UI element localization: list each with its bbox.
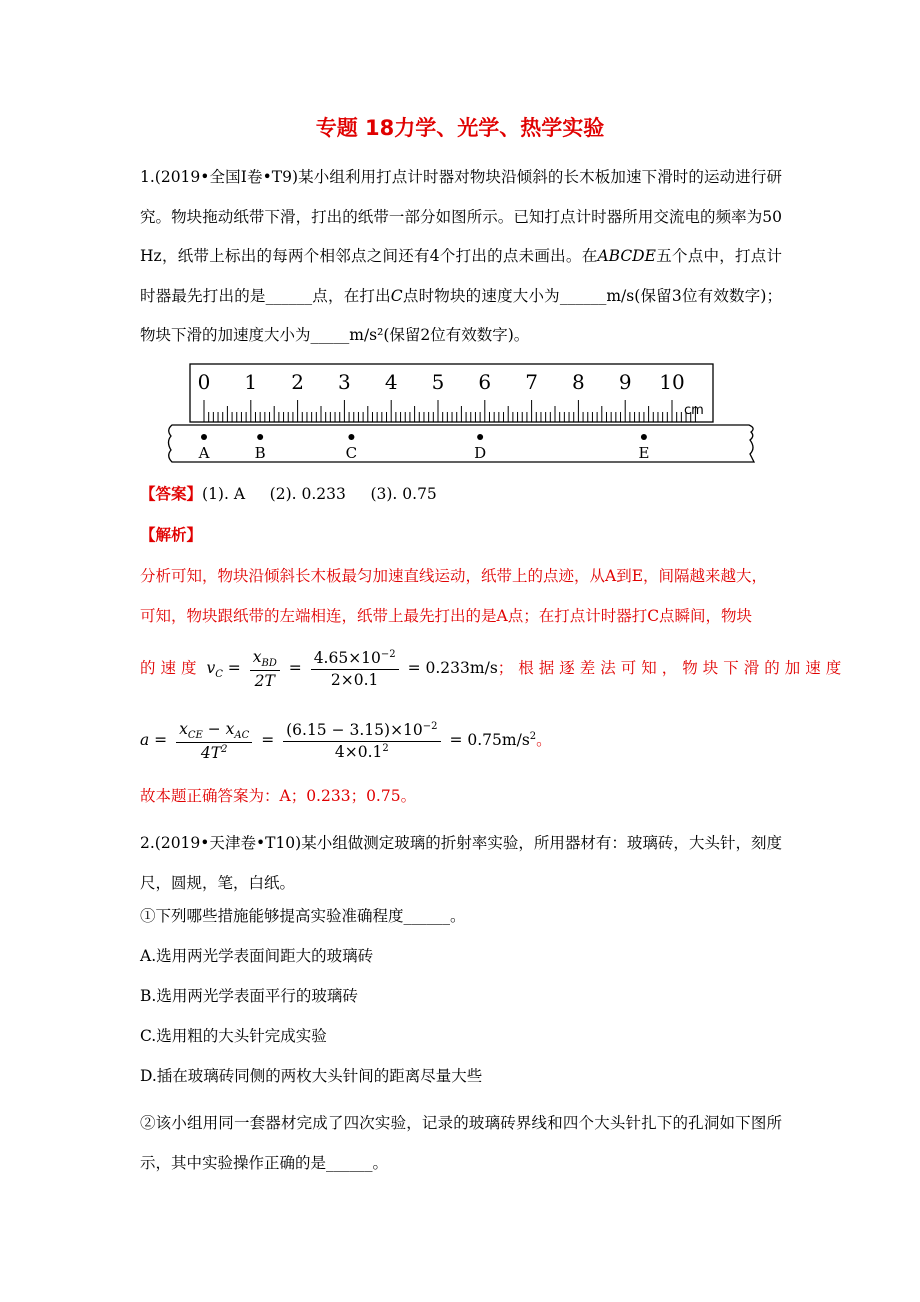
option-d: D.插在玻璃砖同侧的两枚大头针间的距离尽量大些	[140, 1067, 483, 1085]
ruler-number: 3	[338, 370, 351, 394]
speed-formula-row: 的速度 $v_C$ = $\frac{x_{BD}}{2T}$ = $\frac{4.65\times 10^{-2}}{2\times 0.1}$ = 0.233m/s；根据逐差法可知，物块下滑的加速度	[140, 648, 847, 691]
speed-prefix: 的速度	[140, 659, 202, 678]
speed-fraction-1: $\frac{x_{BD}}{2T}$	[250, 648, 280, 690]
ruler-number: 8	[572, 370, 585, 394]
acc-fraction-1: $\frac{x_{CE} - x_{AC}}{4T^2}$	[176, 720, 252, 762]
q1-text-c: 点时物块的速度大小为______m/s(保留3位有效数字)；物块下滑的加速度大小为_____m/s²(保留2位有效数字)。	[140, 286, 782, 344]
analysis-conclusion: 故本题正确答案为：A；0.233；0.75。	[140, 787, 417, 805]
tape-point-label: B	[254, 444, 266, 462]
ruler-number: 10	[659, 370, 685, 394]
q1-text-a: 1.(2019•全国Ⅰ卷•T9)某小组利用打点计时器对物块沿倾斜的长木板加速下滑时的运动进行研究。物块拖动纸带下滑，打出的纸带一部分如图所示。已知打点计时器所用交流电的频率为50 Hz，纸带上标出的每两个相邻点之间还有4个打出的点未画出。在	[140, 168, 782, 265]
speed-lhs: $v_C$	[206, 659, 223, 681]
acc-fraction-2: $\frac{(6.15 - 3.15)\times 10^{-2}}{4\times 0.1^2}$	[283, 721, 440, 760]
answer-line	[140, 482, 437, 504]
speed-result: = 0.233m/s	[407, 659, 498, 678]
tape-point-dot	[257, 434, 263, 440]
tape-point-label: A	[198, 444, 210, 462]
question-2-sub-1: ①下列哪些措施能够提高实验准确程度______。	[140, 907, 466, 925]
tape-point-label: C	[345, 444, 358, 462]
ruler-number: 7	[525, 370, 538, 394]
ruler-number: 0	[197, 370, 211, 394]
ruler-number: 1	[244, 370, 258, 394]
ruler-number: 2	[291, 370, 304, 394]
tape-point-label: E	[638, 444, 650, 462]
ruler-tape-figure	[166, 362, 766, 472]
answer-text: (1). A (2). 0.233 (3). 0.75	[202, 485, 437, 503]
ruler-number: 6	[478, 370, 492, 394]
ruler-unit: cm	[684, 403, 704, 418]
tape-point-dot	[477, 434, 483, 440]
question-2-intro: 2.(2019•天津卷•T10)某小组做测定玻璃的折射率实验，所用器材有：玻璃砖，大头针，刻度尺，圆规，笔，白纸。	[140, 834, 782, 892]
tape-point-dot	[641, 434, 647, 440]
tape-point-label: D	[474, 444, 487, 462]
q1-text-b: 五个点中，打点计时器最先打出的是______点，在打出	[140, 247, 782, 305]
question-1	[140, 158, 782, 356]
q1-points-label: ABCDE	[597, 247, 656, 265]
option-c: C.选用粗的大头针完成实验	[140, 1027, 327, 1045]
question-2-sub-2: ②该小组用同一套器材完成了四次实验，记录的玻璃砖界线和四个大头针扎下的孔洞如下图所示，其中实验操作正确的是______。	[140, 1114, 782, 1172]
acceleration-formula-row: a = $\frac{x_{CE} - x_{AC}}{4T^2}$ = $\frac{(6.15 - 3.15)\times 10^{-2}}{4\times 0.1^2}$ = $0.75m/s^2$。	[140, 720, 552, 763]
option-b: B.选用两光学表面平行的玻璃砖	[140, 987, 358, 1005]
tape-point-dot	[201, 434, 207, 440]
acc-result: = $0.75m/s^2$	[449, 730, 537, 750]
option-a: A.选用两光学表面间距大的玻璃砖	[140, 947, 374, 965]
answer-label: 【答案】	[140, 484, 203, 503]
tape-point-dot	[348, 434, 354, 440]
ruler-number: 5	[431, 370, 445, 394]
q1-point-c: C	[390, 286, 403, 305]
speed-suffix: ；根据逐差法可知，物块下滑的加速度	[497, 659, 847, 678]
speed-fraction-2: $\frac{4.65\times 10^{-2}}{2\times 0.1}$	[311, 649, 399, 688]
analysis-line-1: 分析可知，物块沿倾斜长木板最匀加速直线运动，纸带上的点迹，从A到E，间隔越来越大，	[140, 567, 768, 585]
page-title: 专题 18力学、光学、热学实验	[315, 116, 605, 140]
acc-lhs: a	[140, 731, 150, 750]
ruler-number: 9	[618, 370, 632, 394]
ruler-number: 4	[384, 370, 398, 394]
analysis-label: 【解析】	[140, 525, 203, 544]
analysis-line-2: 可知，物块跟纸带的左端相连，纸带上最先打出的是A点；在打点计时器打C点瞬间，物块	[140, 607, 753, 625]
